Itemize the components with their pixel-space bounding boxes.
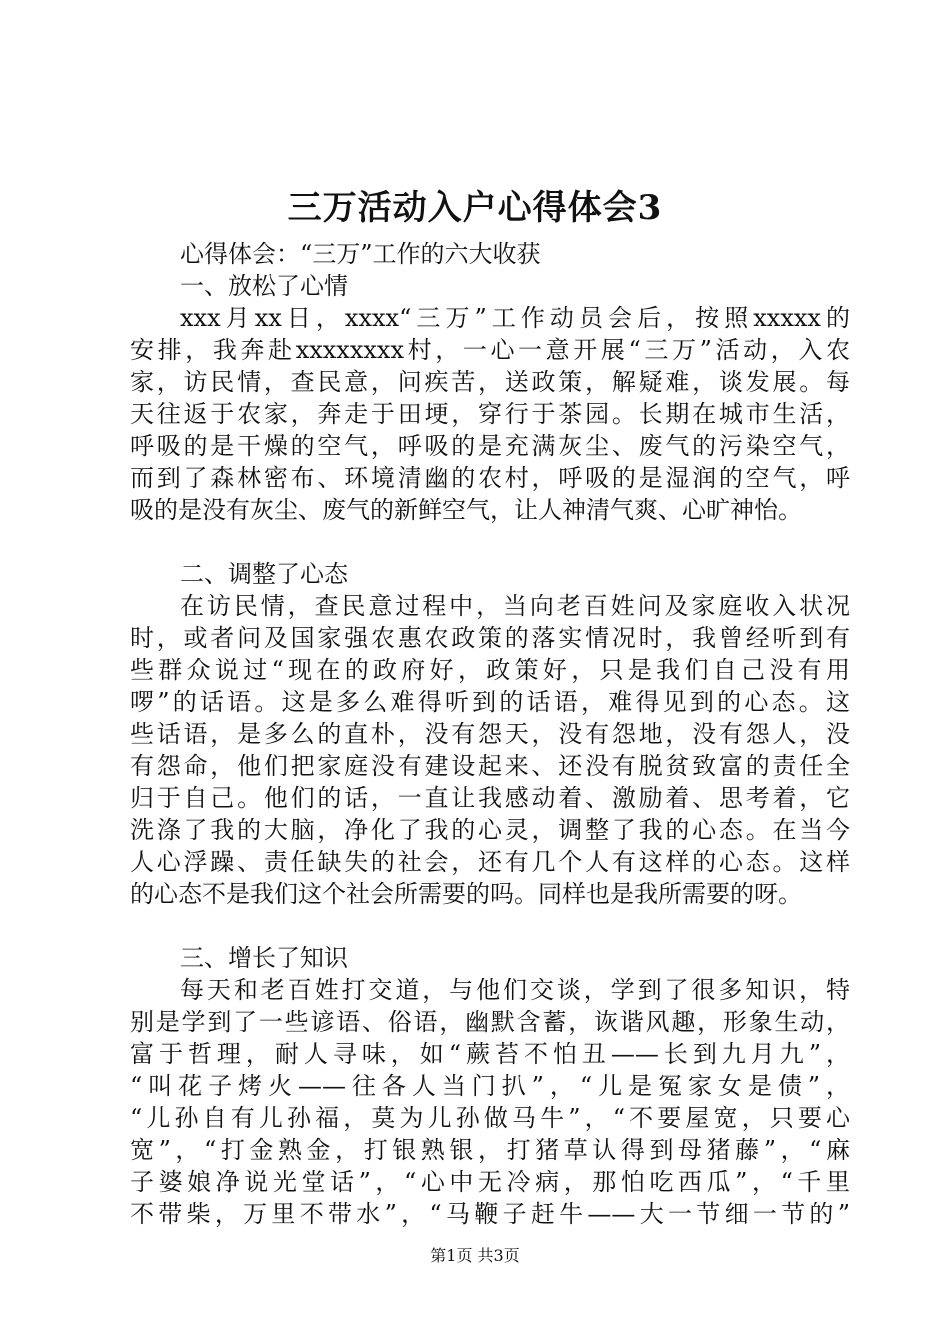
paragraph-line: 归于自己。他们的话，一直让我感动着、激励着、思考着，它 <box>130 784 850 812</box>
paragraph-line: 宽”，“打金熟金，打银熟银，打猪草认得到母猪藤”，“麻 <box>130 1136 850 1164</box>
paragraph-line: “儿孙自有儿孙福，莫为儿孙做马牛”，“不要屋宽，只要心 <box>130 1104 850 1132</box>
paragraph-gap <box>130 910 850 942</box>
paragraph-line: “叫花子烤火——往各人当门扒”，“儿是冤家女是债”， <box>130 1072 850 1100</box>
page-number-footer: 第1页 共3页 <box>430 1246 520 1265</box>
paragraph-line: xxx月xx日，xxxx“三万”工作动员会后，按照xxxxx的 <box>180 304 850 332</box>
document-title: 三万活动入户心得体会3 <box>287 188 663 228</box>
section-heading: 一、放松了心情 <box>180 272 348 300</box>
section-heading: 二、调整了心态 <box>180 560 348 588</box>
paragraph-line: 不带柴，万里不带水”，“马鞭子赶牛——大一节细一节的” <box>130 1200 850 1228</box>
paragraph-line: 呼吸的是干燥的空气，呼吸的是充满灰尘、废气的污染空气， <box>130 432 850 460</box>
paragraph-line: 啰”的话语。这是多么难得听到的话语，难得见到的心态。这 <box>130 688 850 716</box>
paragraph-line: 洗涤了我的大脑，净化了我的心灵，调整了我的心态。在当今 <box>130 816 850 844</box>
paragraph-gap <box>130 526 850 558</box>
paragraph-line: 的心态不是我们这个社会所需要的吗。同样也是我所需要的呀。 <box>130 880 802 908</box>
paragraph-line: 些话语，是多么的直朴，没有怨天，没有怨地，没有怨人，没 <box>130 720 850 748</box>
paragraph-line: 些群众说过“现在的政府好，政策好，只是我们自己没有用 <box>130 656 850 684</box>
section-heading: 三、增长了知识 <box>180 944 348 972</box>
paragraph-line: 安排，我奔赴xxxxxxxx村，一心一意开展“三万”活动，入农 <box>130 336 850 364</box>
paragraph-line: 家，访民情，查民意，问疾苦，送政策，解疑难，谈发展。每 <box>130 368 850 396</box>
paragraph-line: 时，或者问及国家强农惠农政策的落实情况时，我曾经听到有 <box>130 624 850 652</box>
paragraph-line: 人心浮躁、责任缺失的社会，还有几个人有这样的心态。这样 <box>130 848 850 876</box>
paragraph-line: 有怨命，他们把家庭没有建设起来、还没有脱贫致富的责任全 <box>130 752 850 780</box>
paragraph-line: 子婆娘净说光堂话”，“心中无冷病，那怕吃西瓜”，“千里 <box>130 1168 850 1196</box>
paragraph-line: 天往返于农家，奔走于田埂，穿行于茶园。长期在城市生活， <box>130 400 850 428</box>
subtitle: 心得体会：“三万”工作的六大收获 <box>180 240 541 268</box>
document-body <box>130 238 850 1230</box>
paragraph-line: 富于哲理，耐人寻味，如“蕨苔不怕丑——长到九月九”， <box>130 1040 850 1068</box>
paragraph-line: 而到了森林密布、环境清幽的农村，呼吸的是湿润的空气，呼 <box>130 464 850 492</box>
paragraph-line: 吸的是没有灰尘、废气的新鲜空气，让人神清气爽、心旷神怡。 <box>130 496 802 524</box>
paragraph-line: 在访民情，查民意过程中，当向老百姓问及家庭收入状况 <box>180 592 850 620</box>
paragraph-line: 别是学到了一些谚语、俗语，幽默含蓄，诙谐风趣，形象生动， <box>130 1008 850 1036</box>
paragraph-line: 每天和老百姓打交道，与他们交谈，学到了很多知识，特 <box>180 976 850 1004</box>
